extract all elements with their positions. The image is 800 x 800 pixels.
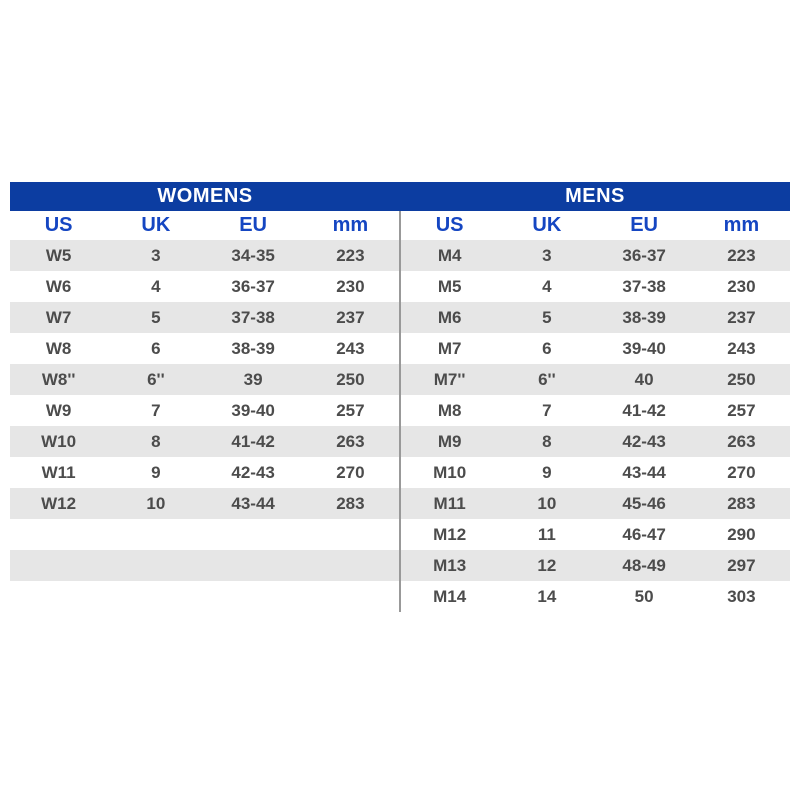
table-row — [401, 519, 790, 550]
size-cell: 283 — [336, 493, 365, 513]
size-cell: 6'' — [538, 369, 556, 389]
size-cell: 11 — [537, 524, 556, 544]
table-row — [10, 426, 399, 457]
table-row — [401, 581, 790, 612]
size-cell: 41-42 — [622, 400, 666, 420]
table-row — [401, 395, 790, 426]
size-cell: 37-38 — [231, 307, 275, 327]
size-cell: 223 — [336, 245, 365, 265]
size-cell: 42-43 — [231, 462, 275, 482]
size-cell: W5 — [45, 245, 72, 265]
table-row — [401, 550, 790, 581]
table-row — [10, 550, 399, 581]
chart-title-bar — [10, 182, 790, 211]
table-row — [10, 457, 399, 488]
size-cell: 8 — [542, 431, 552, 451]
womens-rows — [10, 240, 399, 581]
womens-table — [10, 211, 399, 581]
size-cell: W10 — [41, 431, 77, 451]
column-header-us: US — [435, 214, 464, 236]
size-cell: 10 — [146, 493, 166, 513]
size-cell: 243 — [727, 338, 756, 358]
size-cell: 263 — [727, 431, 756, 451]
size-cell: 43-44 — [231, 493, 275, 513]
size-cell: 4 — [542, 276, 552, 296]
size-cell: 8 — [151, 431, 161, 451]
size-cell: 14 — [537, 586, 557, 606]
size-cell: M8 — [437, 400, 462, 420]
size-cell: 46-47 — [622, 524, 666, 544]
table-row — [10, 240, 399, 271]
column-header-mm: mm — [723, 214, 760, 236]
size-cell: 6 — [151, 338, 161, 358]
size-cell: 10 — [537, 493, 557, 513]
size-cell: M13 — [433, 555, 467, 575]
womens-section-title: WOMENS — [157, 185, 253, 207]
size-cell: 237 — [336, 307, 365, 327]
size-cell: 43-44 — [622, 462, 666, 482]
size-cell: 12 — [537, 555, 557, 575]
chart-body — [10, 211, 790, 612]
size-cell: 41-42 — [231, 431, 275, 451]
size-cell: 257 — [336, 400, 365, 420]
size-cell: M9 — [437, 431, 462, 451]
size-cell: 5 — [542, 307, 552, 327]
size-cell: W12 — [41, 493, 77, 513]
size-cell: 36-37 — [622, 245, 666, 265]
table-row — [10, 488, 399, 519]
size-cell: 9 — [151, 462, 161, 482]
table-row — [10, 302, 399, 333]
size-cell: 50 — [634, 586, 654, 606]
size-cell: 283 — [727, 493, 756, 513]
table-row — [10, 364, 399, 395]
size-cell: 48-49 — [622, 555, 666, 575]
table-row — [401, 488, 790, 519]
size-cell: 223 — [727, 245, 756, 265]
size-cell: 290 — [727, 524, 756, 544]
size-cell: W11 — [41, 462, 76, 482]
size-cell: M6 — [437, 307, 462, 327]
size-cell: 4 — [151, 276, 161, 296]
table-row — [10, 519, 399, 550]
size-cell: 34-35 — [231, 245, 275, 265]
size-cell: 257 — [727, 400, 756, 420]
size-cell: W9 — [45, 400, 72, 420]
table-row — [10, 395, 399, 426]
size-cell: W8'' — [41, 369, 76, 389]
size-cell: 270 — [336, 462, 365, 482]
size-cell: 3 — [542, 245, 552, 265]
table-row — [401, 302, 790, 333]
size-cell: 40 — [634, 369, 654, 389]
size-cell: 5 — [151, 307, 161, 327]
size-cell: 3 — [151, 245, 161, 265]
size-cell: 7 — [542, 400, 552, 420]
size-conversion-chart — [10, 182, 790, 612]
size-cell: 303 — [727, 586, 756, 606]
size-cell: 230 — [336, 276, 365, 296]
column-header-uk: UK — [141, 214, 171, 236]
size-cell: W8 — [45, 338, 72, 358]
size-cell: M14 — [433, 586, 467, 606]
size-cell: M10 — [433, 462, 467, 482]
table-row — [401, 364, 790, 395]
size-cell: 42-43 — [622, 431, 666, 451]
table-row — [401, 271, 790, 302]
size-cell: 243 — [336, 338, 365, 358]
mens-table — [399, 211, 790, 612]
size-cell: 9 — [542, 462, 552, 482]
size-cell: 36-37 — [231, 276, 275, 296]
size-cell: 6 — [542, 338, 552, 358]
mens-column-headers — [401, 211, 790, 240]
size-cell: M5 — [437, 276, 462, 296]
size-cell: 45-46 — [622, 493, 666, 513]
table-row — [10, 271, 399, 302]
table-row — [401, 333, 790, 364]
size-cell: 250 — [727, 369, 756, 389]
size-cell: 7 — [151, 400, 161, 420]
size-cell: 38-39 — [622, 307, 666, 327]
column-header-uk: UK — [532, 214, 562, 236]
size-cell: 263 — [336, 431, 365, 451]
size-cell: M12 — [433, 524, 467, 544]
table-row — [401, 240, 790, 271]
mens-rows — [401, 240, 790, 612]
size-cell: M11 — [433, 493, 466, 513]
size-cell: 38-39 — [231, 338, 275, 358]
size-cell: 237 — [727, 307, 756, 327]
size-cell: M7'' — [433, 369, 466, 389]
column-header-mm: mm — [332, 214, 369, 236]
column-header-eu: EU — [630, 214, 659, 236]
mens-section-title: MENS — [565, 185, 625, 207]
size-cell: 37-38 — [622, 276, 666, 296]
size-cell: 250 — [336, 369, 365, 389]
size-cell: 297 — [727, 555, 756, 575]
size-cell: M4 — [437, 245, 462, 265]
column-header-us: US — [44, 214, 73, 236]
size-cell: 6'' — [147, 369, 165, 389]
size-cell: W6 — [45, 276, 72, 296]
size-cell: W7 — [45, 307, 72, 327]
table-row — [401, 426, 790, 457]
table-row — [10, 333, 399, 364]
size-cell: 230 — [727, 276, 756, 296]
size-cell: 270 — [727, 462, 756, 482]
size-cell: 39-40 — [231, 400, 275, 420]
womens-column-headers — [10, 211, 399, 240]
table-row — [401, 457, 790, 488]
column-header-eu: EU — [239, 214, 268, 236]
size-cell: 39-40 — [622, 338, 666, 358]
size-cell: 39 — [243, 369, 263, 389]
size-cell: M7 — [437, 338, 462, 358]
